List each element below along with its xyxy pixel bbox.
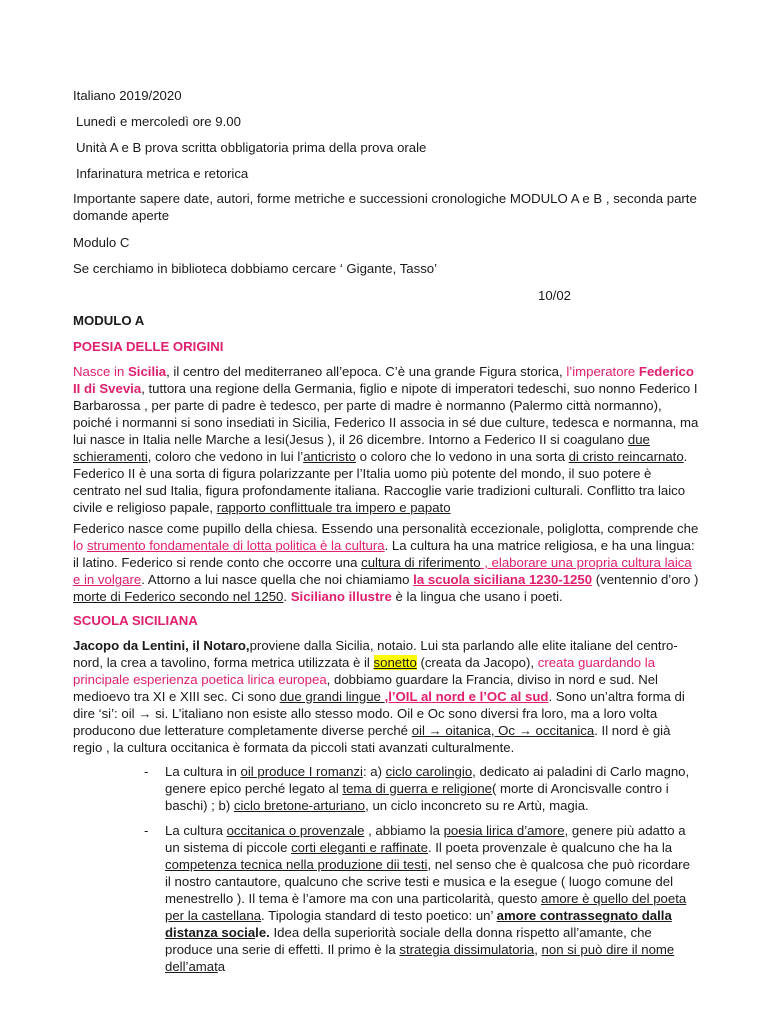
text-span: . xyxy=(283,589,291,604)
text-span: , elaborare una propria cultura laica e in volgare xyxy=(73,555,692,587)
metrics-line: Infarinatura metrica e retorica xyxy=(76,166,249,181)
text-span: , un ciclo inconcreto su re Artù, magia. xyxy=(365,798,589,813)
text-span: amore è quello del poeta per la castellana xyxy=(165,891,687,923)
library-line: Se cerchiamo in biblioteca dobbiamo cercare ‘ Gigante, Tasso’ xyxy=(73,261,438,276)
text-span: , dobbiamo guardare la Francia, diviso in nord e sud. Nel medioevo tra XI e XIII sec. Ci sono xyxy=(73,672,658,704)
text-span: (creata da Jacopo), xyxy=(416,655,538,670)
schedule-line: Lunedì e mercoledì ore 9.00 xyxy=(76,114,241,129)
scuola-siciliana-heading: SCUOLA SICILIANA xyxy=(73,613,198,628)
text-span: Sicilia xyxy=(127,364,167,379)
paragraph-federico xyxy=(73,363,699,516)
text-span: Nasce in xyxy=(73,364,128,379)
text-span: ciclo carolingio xyxy=(385,764,473,779)
text-span: , abbiamo la xyxy=(364,823,444,838)
poesia-origini-heading: POESIA DELLE ORIGINI xyxy=(73,339,224,354)
text-span: Federico II di Svevia xyxy=(73,364,694,396)
text-span: lo xyxy=(73,538,87,553)
paragraph-cultura xyxy=(73,520,699,605)
paragraph-jacopo xyxy=(73,637,699,756)
text-span: , coloro che vedono in lui l’ xyxy=(147,449,304,464)
text-span: La cultura xyxy=(165,823,227,838)
text-span: è la lingua che usano i poeti. xyxy=(391,589,563,604)
text-span: , tuttora una regione della Germania, figlio e nipote di imperatori tedeschi, suo nonno Federico I Barbarossa , per parte di padre è tedesco, per parte di madre è normanno (Palermo città normanno), poiché i normanni si sono insediati in Sicilia, Federico II associa in sé due culture, tedesca e normanna, ma lui nasce in Italia nelle Marche a Iesi(Jesus ), il 26 dicembre. Intorno a Federico II si coagulano xyxy=(73,381,699,447)
course-title: Italiano 2019/2020 xyxy=(73,88,182,103)
bullet-oil xyxy=(165,763,690,814)
text-span: morte di Federico secondo nel 1250 xyxy=(73,589,284,604)
text-span: occitanica o provenzale xyxy=(226,823,365,838)
text-span: l’imperatore xyxy=(566,364,639,379)
text-span: di cristo reincarnato xyxy=(568,449,684,464)
bullet-occitanica xyxy=(165,822,690,975)
text-span: oil produce I romanzi xyxy=(240,764,363,779)
text-span: (ventennio d’oro ) xyxy=(592,572,699,587)
text-span: proviene dalla Sicilia, notaio. Lui sta parlando alle elite italiane del centro-nord, la crea a tavolino, forma metrica utilizzata è il xyxy=(73,638,678,670)
text-span: anticristo xyxy=(303,449,356,464)
text-span: , nel senso che è qualcosa che può ricordare il nostro cantautore, qualcuno che scrive testi e musica e la esegue ( luogo comune del menestrello ). Il tema è l’amore ma con una particolarità, questo xyxy=(165,857,690,906)
lecture-date: 10/02 xyxy=(538,288,572,303)
important-note: Importante sapere date, autori, forme metriche e successioni cronologiche MODULO A e B , seconda parte domande aperte xyxy=(73,191,697,223)
text-span: la scuola siciliana 1230-1250 xyxy=(413,572,593,587)
text-span: Idea della superiorità sociale della donna rispetto all’amante, che produce una serie di effetti. Il primo è la xyxy=(165,925,652,957)
text-span: rapporto conflittuale tra impero e papato xyxy=(216,500,451,515)
text-span: . Attorno a lui nasce quella che noi chiamiamo xyxy=(141,572,414,587)
text-span: tema di guerra e religione xyxy=(342,781,492,796)
text-span: non si può dire il nome dell’amat xyxy=(165,942,675,974)
text-span: oil → oitanica, Oc → occitanica xyxy=(411,723,595,738)
text-span: . Tipologia standard di testo poetico: un’ xyxy=(261,908,497,923)
bullet-dash: - xyxy=(144,764,149,779)
text-span: . Il poeta provenzale è qualcuno che ha la xyxy=(427,840,673,855)
modulo-a-heading: MODULO A xyxy=(73,313,145,328)
text-span: creata guardando la principale esperienza poetica lirica europea xyxy=(73,655,656,687)
text-span: , dedicato ai paladini di Carlo magno, genere epico perché legato al xyxy=(165,764,690,796)
modulo-c-line: Modulo C xyxy=(73,235,130,250)
text-span: : a) xyxy=(362,764,386,779)
text-span: ciclo bretone-arturiano xyxy=(233,798,366,813)
text-span: Federico nasce come pupillo della chiesa. Essendo una personalità eccezionale, poliglotta, comprende che xyxy=(73,521,699,536)
text-span: due grandi lingue xyxy=(279,689,385,704)
text-span: poesia lirica d’amore xyxy=(443,823,565,838)
text-span: competenza tecnica nella produzione dii testi xyxy=(165,857,428,872)
text-span: sonetto xyxy=(373,655,417,670)
text-span: Jacopo da Lentini, il Notaro, xyxy=(73,638,250,653)
exam-info-line: Unità A e B prova scritta obbligatoria prima della prova orale xyxy=(76,140,427,155)
text-span: amore contrassegnato dalla distanza socia xyxy=(165,908,672,940)
text-span: cultura di riferimento xyxy=(361,555,481,570)
text-span: due schieramenti xyxy=(73,432,650,464)
text-span: . La cultura ha una matrice religiosa, e ha una lingua: il latino. Federico si rende conto che occorre una xyxy=(73,538,695,570)
text-span: strategia dissimulatoria xyxy=(399,942,535,957)
text-span: , genere più adatto a un sistema di piccole xyxy=(165,823,686,855)
text-span: La cultura in xyxy=(165,764,241,779)
text-span: ,l’OIL al nord e l’OC al sud xyxy=(384,689,549,704)
bullet-dash: - xyxy=(144,823,149,838)
text-span: o coloro che lo vedono in una sorta xyxy=(355,449,569,464)
text-span: strumento fondamentale di lotta politica è la cultura xyxy=(86,538,385,553)
text-span: . Federico II è una sorta di figura polarizzante per l’Italia uomo più potente del mondo, il suo potere è centrato nel sud Italia, figura profondamente italiana. Raccoglie varie tradizioni culturali. Conflitto tra laico civile e religioso papale, xyxy=(73,449,688,515)
text-span: a xyxy=(217,959,226,974)
text-span: , il centro del mediterraneo all’epoca. C’è una grande Figura storica, xyxy=(166,364,567,379)
text-span: ( morte di Aroncisvalle contro i baschi) ; b) xyxy=(165,781,669,813)
text-span: . Il nord è già regio , la cultura occitanica è formata da piccoli stati avanzati culturalmente. xyxy=(73,723,671,755)
text-span: Siciliano illustre xyxy=(290,589,392,604)
text-span: le. xyxy=(255,925,274,940)
text-span: . Sono un’altra forma di dire ‘si’: oil → si. L’italiano non esiste allo stesso modo. Oil e Oc sono diversi fra loro, ma a loro volta producono due letterature completamente diverse perché xyxy=(73,689,685,738)
text-span: corti eleganti e raffinate xyxy=(291,840,428,855)
text-span: , xyxy=(534,942,542,957)
